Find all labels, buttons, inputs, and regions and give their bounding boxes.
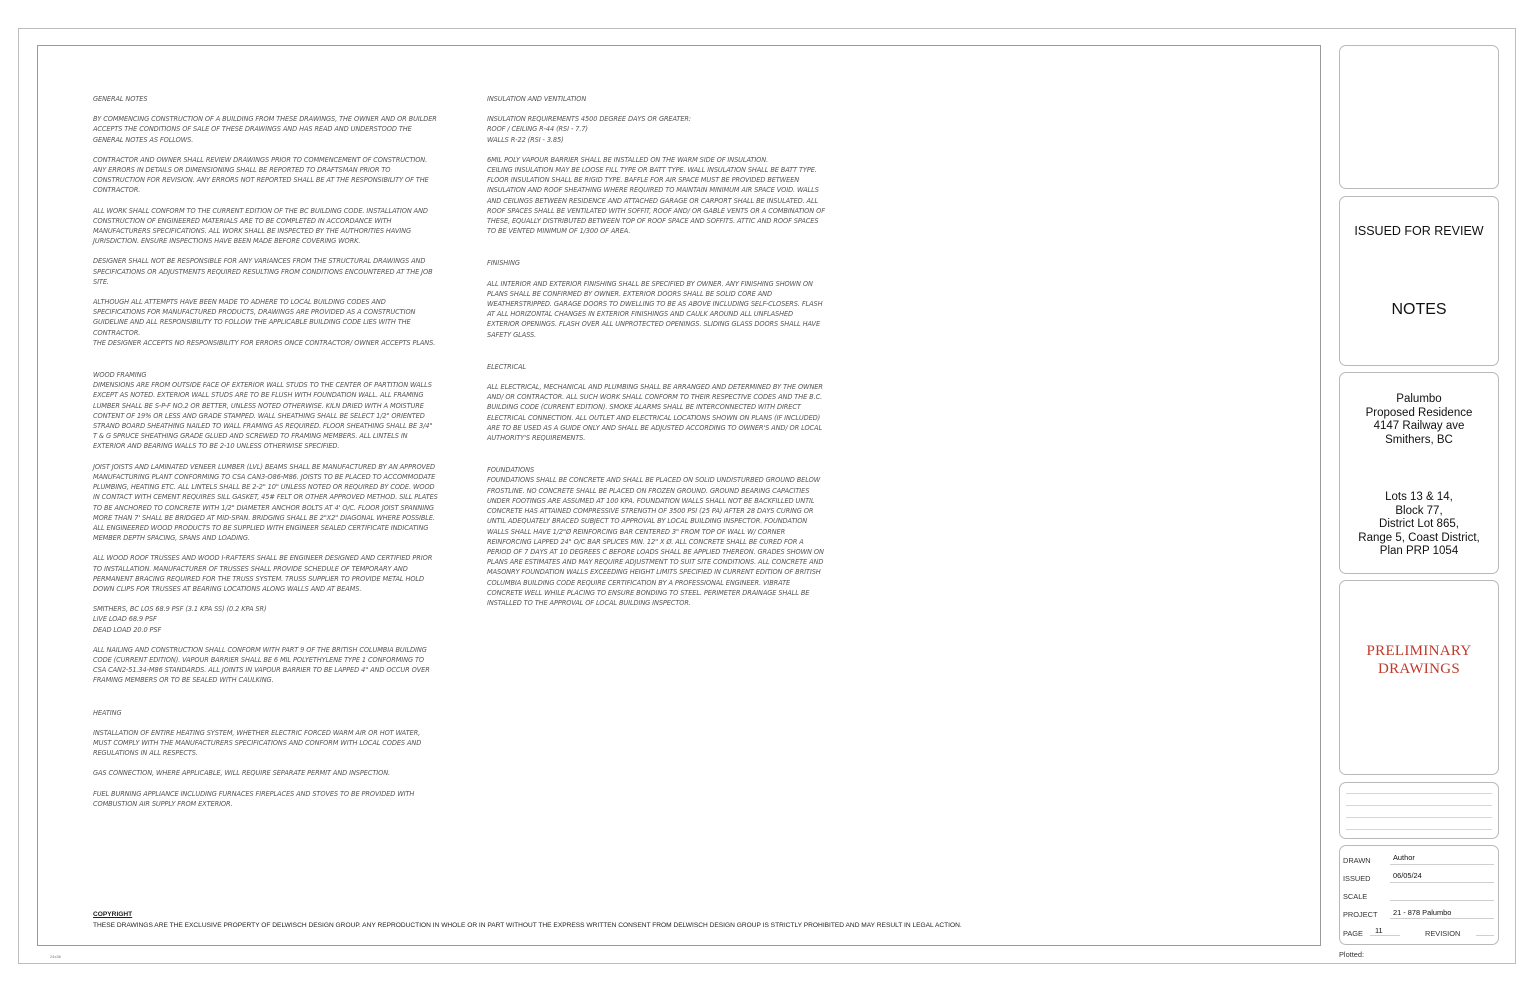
notes-column-right (487, 94, 825, 618)
client-address: Palumbo Proposed Residence 4147 Railway ave Smithers, BC (1365, 393, 1473, 446)
heating-heading: HEATING (93, 708, 122, 717)
general-notes-paragraph: BY COMMENCING CONSTRUCTION OF A BUILDING FROM THESE DRAWINGS, THE OWNER AND OR BUILDER ACCEPTS THE CONDITIONS OF SALE OF THESE DRAWINGS AND HAS READ AND UNDERSTOOD THE GENERAL NOTES AS FOLLOWS. (93, 115, 437, 144)
insulation-heading: INSULATION AND VENTILATION (487, 95, 587, 103)
copyright-text: THESE DRAWINGS ARE THE EXCLUSIVE PROPERTY OF DELWISCH DESIGN GROUP. ANY REPRODUCTION IN WHOLE OR IN PART WITHOUT THE EXPRESS WRITTEN CONSENT FROM DELWISCH DESIGN GROUP IS STRICTLY PROHIBITED AND MAY RESULT IN LEGAL ACTION. (93, 922, 962, 929)
page-label: PAGE (1343, 929, 1363, 938)
title-block-info-panel (1339, 845, 1499, 945)
general-notes-paragraph: CONTRACTOR AND OWNER SHALL REVIEW DRAWINGS PRIOR TO COMMENCEMENT OF CONSTRUCTION. ANY ERRORS IN DETAILS OR DIMENSIONING SHALL BE REPORTED TO DRAFTSMAN PRIOR TO CONSTRUCTION FOR REVISION. ANY ERRORS NOT REPORTED SHALL BE AT THE RESPONSIBILITY OF THE CONTRACTOR. (93, 155, 429, 195)
insulation-paragraph: 6MIL POLY VAPOUR BARRIER SHALL BE INSTALLED ON THE WARM SIDE OF INSULATION. CEILING INSULATION MAY BE LOOSE FILL TYPE OR BATT TYPE. WALL INSULATION SHALL BE BATT TYPE. FLOOR INSULATION SHALL BE RIGID TYPE. BAFFLE FOR AIR SPACE MUST BE PROVIDED BETWEEN INSULATION AND ROOF SHEATHING WHERE REQUIRED TO MAINTAIN MINIMUM AIR SPACE VOID. WALLS AND CEILINGS BETWEEN RESIDENCE AND ATTACHED GARAGE OR CARPORT SHALL BE INSULATED. ALL ROOF SPACES SHALL BE VENTILATED WITH SOFFIT, ROOF AND/ OR GABLE VENTS OR A COMBINATION OF THESE, EQUALLY DISTRIBUTED BETWEEN TOP OF ROOF SPACE AND SOFFITS. ATTIC AND ROOF SPACES TO BE VENTED MINIMUM OF 1/300 OF AREA. (487, 155, 825, 236)
finishing-heading: FINISHING (487, 259, 520, 268)
wood-framing-heading: WOOD FRAMING (93, 371, 147, 380)
preliminary-stamp: PRELIMINARY DRAWINGS (1366, 643, 1472, 677)
heating-paragraph: FUEL BURNING APPLIANCE INCLUDING FURNACES FIREPLACES AND STOVES TO BE PROVIDED WITH COMBUSTION AIR SUPPLY FROM EXTERIOR. (93, 789, 415, 808)
drawn-value: Author (1393, 853, 1415, 862)
title-block-stamp-panel (1339, 580, 1499, 775)
plotted-label: Plotted: (1339, 950, 1365, 959)
general-notes-paragraph: DESIGNER SHALL NOT BE RESPONSIBLE FOR ANY VARIANCES FROM THE STRUCTURAL DRAWINGS AND SPECIFICATIONS OR ADJUSTMENTS REQUIRED RESULTING FROM CONDITIONS ENCOUNTERED AT THE JOB SITE. (93, 257, 433, 286)
revision-row (1346, 829, 1492, 830)
electrical-heading: ELECTRICAL (487, 362, 526, 371)
notes-column-left (93, 94, 438, 819)
revision-row (1346, 805, 1492, 806)
sheet-size-mark: 24x36 (50, 954, 61, 959)
revision-row (1346, 817, 1492, 818)
legal-description: Lots 13 & 14, Block 77, District Lot 865, Range 5, Coast District, Plan PRP 1054 (1358, 491, 1480, 557)
copyright-title: COPYRIGHT (93, 911, 133, 918)
revision-table (1339, 782, 1499, 839)
foundations-paragraph: FOUNDATIONS SHALL BE CONCRETE AND SHALL BE PLACED ON SOLID UNDISTURBED GROUND BELOW FROSTLINE. NO CONCRETE SHALL BE PLACED ON FROZEN GROUND. GROUND BEARING CAPACITIES UNDER FOOTINGS ARE ASSUMED AT 100 KPA. FOUNDATION WALLS SHALL NOT BE BACKFILLED UNTIL CONCRETE HAS ATTAINED COMPRESSIVE STRENGTH OF 3500 PSI (25 PA) AFTER 28 DAYS CURING OR UNTIL ADEQUATELY BRACED SUBJECT TO APPROVAL BY LOCAL BUILDING INSPECTOR. FOUNDATION WALLS SHALL HAVE 1/2"Ø REINFORCING BAR CENTERED 3" FROM TOP OF WALL W/ CORNER REINFORCING LAPPED 24" O/C BAR SPLICES MIN. 12" X Ø. ALL CONCRETE SHALL BE CURED FOR A PERIOD OF 7 DAYS AT 10 DEGREES C BEFORE LOADS SHALL BE APPLIED THEREON. GRADES SHOWN ON PLANS ARE ESTIMATES AND MAY REQUIRE ADJUSTMENT TO SUIT SITE CONDITIONS. ALL CONCRETE AND MASONRY FOUNDATION WALLS EXCEEDING HEIGHT LIMITS SPECIFIED IN CURRENT EDITION OF BRITISH COLUMBIA BUILDING CODE REQUIRE CERTIFICATION BY A PROFESSIONAL ENGINEER. VIBRATE CONCRETE WELL WHILE PLACING TO ENSURE BONDING TO STEEL. PERIMETER DRAINAGE SHALL BE INSTALLED TO THE APPROVAL OF LOCAL BUILDING INSPECTOR. (487, 476, 824, 607)
issued-value: 06/05/24 (1393, 871, 1422, 880)
finishing-paragraph: ALL INTERIOR AND EXTERIOR FINISHING SHALL BE SPECIFIED BY OWNER. ANY FINISHING SHOWN ON PLANS SHALL BE CONFIRMED BY OWNER. EXTERIOR DOORS SHALL BE SOLID CORE AND WEATHERSTRIPPED. GARAGE DOORS TO DWELLING TO BE AS ABOVE INCLUDING SELF-CLOSERS. FLASH AT ALL HORIZONTAL CHANGES IN EXTERIOR FINISHINGS AND CAULK AROUND ALL UNFLASHED EXTERIOR OPENINGS. FLASH OVER ALL UNPROTECTED OPENINGS. SLIDING GLASS DOORS SHALL HAVE SAFETY GLASS. (487, 279, 823, 339)
wood-framing-paragraph: DIMENSIONS ARE FROM OUTSIDE FACE OF EXTERIOR WALL STUDS TO THE CENTER OF PARTITION WALLS EXCEPT AS NOTED. EXTERIOR WALL STUDS ARE TO BE FLUSH WITH FOUNDATION WALL. ALL FRAMING LUMBER SHALL BE S-P-F NO.2 OR BETTER, UNLESS NOTED OTHERWISE. KILN DRIED WITH A MOISTURE CONTENT OF 19% OR LESS AND GRADE STAMPED. WALL SHEATHING SHALL BE SELECT 1/2" ORIENTED STRAND BOARD SHEATHING NAILED TO WALL FRAMING AS REQUIRED. FLOOR SHEATHING SHALL BE 3/4" T & G SPRUCE SHEATHING GRADE GLUED AND SCREWED TO FRAMING MEMBERS. ALL LINTELS IN EXTERIOR AND BEARING WALLS TO BE 2-10 UNLESS OTHERWISE SPECIFIED. (93, 381, 433, 451)
drawn-label: DRAWN (1343, 856, 1371, 865)
wood-framing-paragraph: JOIST JOISTS AND LAMINATED VENEER LUMBER (LVL) BEAMS SHALL BE MANUFACTURED BY AN APPROVED MANUFACTURING PLANT CONFORMING TO CSA CAN3-O86-M86. JOISTS TO BE PLACED TO ACCOMMODATE PLUMBING, HEATING ETC. ALL LINTELS SHALL BE 2-2" 10" UNLESS NOTED OR REQUIRED BY CODE. WOOD IN CONTACT WITH CEMENT REQUIRES SILL GASKET, 45# FELT OR OTHER APPROVED METHOD. SILL PLATES TO BE ANCHORED TO CONCRETE WITH 1/2" DIAMETER ANCHOR BOLTS AT 4' O/C. FLOOR JOIST SPANNING MORE THAN 7' SHALL BE BRIDGED AT MID-SPAN. BRIDGING SHALL BE 2"X2" DIAGONAL WHERE POSSIBLE. ALL ENGINEERED WOOD PRODUCTS TO BE SUPPLIED WITH ENGINEER SEALED CERTIFICATE INDICATING MEMBER DEPTH SPACING, SPANS AND LOADING. (93, 462, 438, 543)
general-notes-paragraph: ALTHOUGH ALL ATTEMPTS HAVE BEEN MADE TO ADHERE TO LOCAL BUILDING CODES AND SPECIFICATIONS FOR MANUFACTURED PRODUCTS, DRAWINGS ARE PROVIDED AS A CONSTRUCTION GUIDELINE AND ALL RESPONSIBILITY TO FOLLOW THE APPLICABLE BUILDING CODE LIES WITH THE CONTRACTOR. THE DESIGNER ACCEPTS NO RESPONSIBILITY FOR ERRORS ONCE CONTRACTOR/ OWNER ACCEPTS PLANS. (93, 298, 436, 347)
project-value: 21 - 878 Palumbo (1393, 908, 1452, 917)
issued-label: ISSUED (1343, 874, 1371, 883)
heating-paragraph: INSTALLATION OF ENTIRE HEATING SYSTEM, WHETHER ELECTRIC FORCED WARM AIR OR HOT WATER, MUST COMPLY WITH THE MANUFACTURERS SPECIFICATIONS AND CONFORM WITH LOCAL CODES AND REGULATIONS IN ALL RESPECTS. (93, 728, 422, 758)
copyright-block (93, 911, 962, 929)
heating-paragraph: GAS CONNECTION, WHERE APPLICABLE, WILL REQUIRE SEPARATE PERMIT AND INSPECTION. (93, 769, 391, 778)
title-block-project-panel (1339, 372, 1499, 574)
insulation-paragraph: INSULATION REQUIREMENTS 4500 DEGREE DAYS OR GREATER: ROOF / CEILING R-44 (RSI - 7.7) WALLS R-22 (RSI - 3.85) (487, 115, 692, 144)
title-block-sheet-panel (1339, 196, 1499, 366)
project-label: PROJECT (1343, 910, 1378, 919)
scale-label: SCALE (1343, 892, 1368, 901)
revision-label: REVISION (1425, 929, 1461, 938)
general-notes-heading: GENERAL NOTES (93, 95, 148, 103)
revision-row (1346, 793, 1492, 794)
electrical-paragraph: ALL ELECTRICAL, MECHANICAL AND PLUMBING SHALL BE ARRANGED AND DETERMINED BY THE OWNER AND/ OR CONTRACTOR. ALL SUCH WORK SHALL CONFORM TO THEIR RESPECTIVE CODES AND THE B.C. BUILDING CODE (CURRENT EDITION). SMOKE ALARMS SHALL BE INTERCONNECTED WITH DIRECT ELECTRICAL CONNECTION. ALL OUTLET AND ELECTRICAL LOCATIONS SHOWN ON PLANS (IF INCLUDED) ARE TO BE USED AS A GUIDE ONLY AND SHALL BE ADJUSTED ACCORDING TO OWNER'S AND/ OR LOCAL AUTHORITY'S REQUIREMENTS. (487, 383, 823, 443)
general-notes-paragraph: ALL WORK SHALL CONFORM TO THE CURRENT EDITION OF THE BC BUILDING CODE. INSTALLATION AND CONSTRUCTION OF ENGINEERED MATERIALS ARE TO BE COMPLETED IN ACCORDANCE WITH MANUFACTURERS SPECIFICATIONS. ALL WORK SHALL BE INSPECTED BY THE AUTHORITIES HAVING JURISDICTION. ENSURE INSPECTIONS HAVE BEEN MADE BEFORE COVERING WORK. (93, 206, 428, 246)
design-loads: SMITHERS, BC LOS 68.9 PSF (3.1 KPA SS) (0.2 KPA SR) LIVE LOAD 68.9 PSF DEAD LOAD 20.0 PSF (93, 605, 267, 634)
foundations-heading: FOUNDATIONS (487, 466, 535, 475)
wood-framing-paragraph: ALL NAILING AND CONSTRUCTION SHALL CONFORM WITH PART 9 OF THE BRITISH COLUMBIA BUILDING CODE (CURRENT EDITION). VAPOUR BARRIER SHALL BE 6 MIL POLYETHYLENE TYPE 1 CONFORMING TO CSA CAN2-51.34-M86 STANDARDS. ALL JOINTS IN VAPOUR BARRIER TO BE LAPPED 4" AND OCCUR OVER FRAMING MEMBERS OR TO BE SEALED WITH CAULKING. (93, 645, 430, 685)
title-block-logo-panel (1339, 45, 1499, 189)
sheet-title: NOTES (1391, 301, 1447, 318)
page-number: 11 (1375, 926, 1383, 935)
issue-status: ISSUED FOR REVIEW (1354, 224, 1484, 238)
wood-framing-paragraph: ALL WOOD ROOF TRUSSES AND WOOD I-RAFTERS SHALL BE ENGINEER DESIGNED AND CERTIFIED PRIOR TO INSTALLATION. MANUFACTURER OF TRUSSES SHALL PROVIDE SCHEDULE OF TEMPORARY AND PERMANENT BRACING REQUIRED FOR THE TRUSS SYSTEM. TRUSS SUPPLIER TO PROVIDE METAL HOLD DOWN CLIPS FOR TRUSSES AT BEARING LOCATIONS ALONG WALLS AND AT BEAMS. (93, 554, 433, 593)
